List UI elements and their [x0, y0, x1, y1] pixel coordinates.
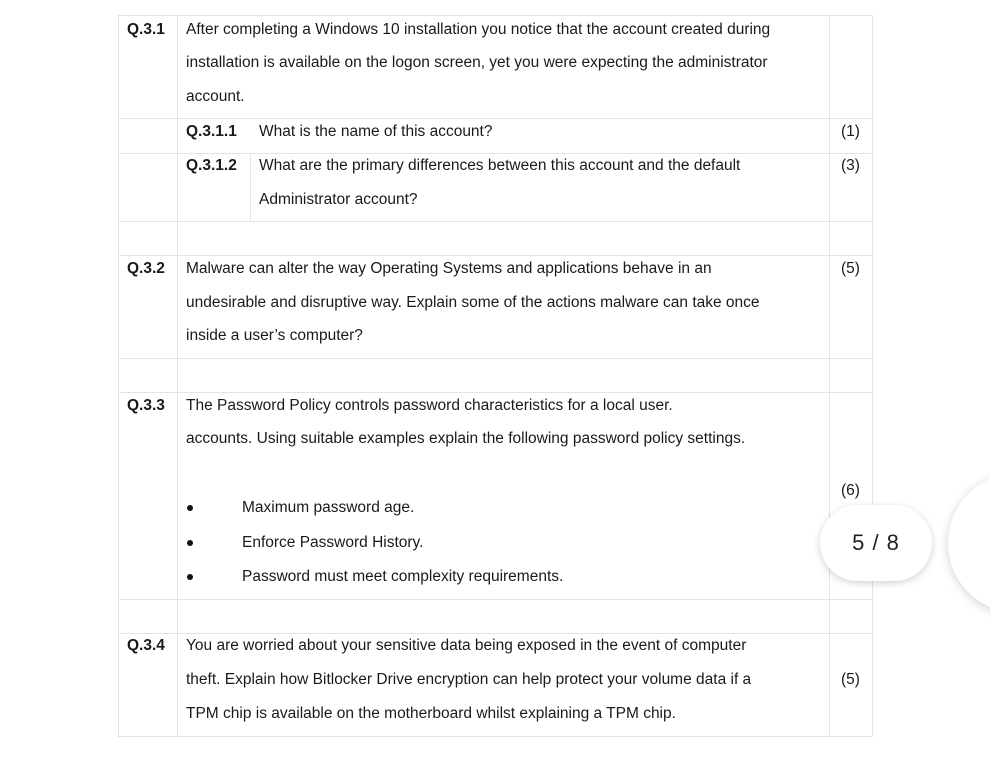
question-text-line: The Password Policy controls password characteristics for a local user.: [186, 397, 673, 414]
row-line: [118, 118, 873, 119]
row-line: [118, 599, 873, 600]
bullet-icon: [187, 540, 193, 546]
subquestion-text: What is the name of this account?: [259, 123, 493, 140]
row-line: [118, 15, 873, 16]
table-col-divider-2: [250, 153, 251, 221]
table-border-right: [872, 15, 873, 737]
question-text-line: After completing a Windows 10 installation you notice that the account created during: [186, 21, 771, 38]
question-text-line: accounts. Using suitable examples explain the following password policy settings.: [186, 430, 746, 447]
row-line: [118, 633, 873, 634]
marks: (3): [841, 157, 860, 174]
bullet-item: Maximum password age.: [242, 499, 415, 516]
bullet-icon: [187, 574, 193, 580]
table-col-divider-1: [177, 15, 178, 737]
question-text-line: account.: [186, 88, 245, 105]
bullet-item: Password must meet complexity requirements.: [242, 568, 564, 585]
question-number: Q.3.1: [127, 21, 165, 38]
row-line: [118, 153, 873, 154]
bullet-icon: [187, 505, 193, 511]
page-indicator[interactable]: 5 / 8: [820, 505, 932, 581]
marks: (6): [841, 482, 860, 499]
subquestion-text-line: Administrator account?: [259, 191, 418, 208]
question-number: Q.3.4: [127, 637, 165, 654]
question-text-line: installation is available on the logon screen, yet you were expecting the administrator: [186, 54, 768, 71]
side-scroll-handle[interactable]: [948, 473, 990, 613]
question-text-line: undesirable and disruptive way. Explain some of the actions malware can take once: [186, 294, 760, 311]
subquestion-number: Q.3.1.1: [186, 123, 237, 140]
marks: (5): [841, 260, 860, 277]
subquestion-number: Q.3.1.2: [186, 157, 237, 174]
question-text-line: inside a user’s computer?: [186, 327, 363, 344]
bullet-item: Enforce Password History.: [242, 534, 424, 551]
subquestion-text-line: What are the primary differences between this account and the default: [259, 157, 741, 174]
table-border-left: [118, 15, 119, 737]
question-text-line: TPM chip is available on the motherboard whilst explaining a TPM chip.: [186, 705, 676, 722]
row-line: [118, 221, 873, 222]
row-line: [118, 358, 873, 359]
row-line: [118, 255, 873, 256]
question-text-line: You are worried about your sensitive data being exposed in the event of computer: [186, 637, 747, 654]
question-text-line: Malware can alter the way Operating Systems and applications behave in an: [186, 260, 712, 277]
row-line: [118, 736, 873, 737]
question-number: Q.3.3: [127, 397, 165, 414]
marks: (1): [841, 123, 860, 140]
table-col-divider-marks: [829, 15, 830, 737]
question-text-line: theft. Explain how Bitlocker Drive encryption can help protect your volume data if a: [186, 671, 752, 688]
marks: (5): [841, 671, 860, 688]
row-line: [118, 392, 873, 393]
question-number: Q.3.2: [127, 260, 165, 277]
